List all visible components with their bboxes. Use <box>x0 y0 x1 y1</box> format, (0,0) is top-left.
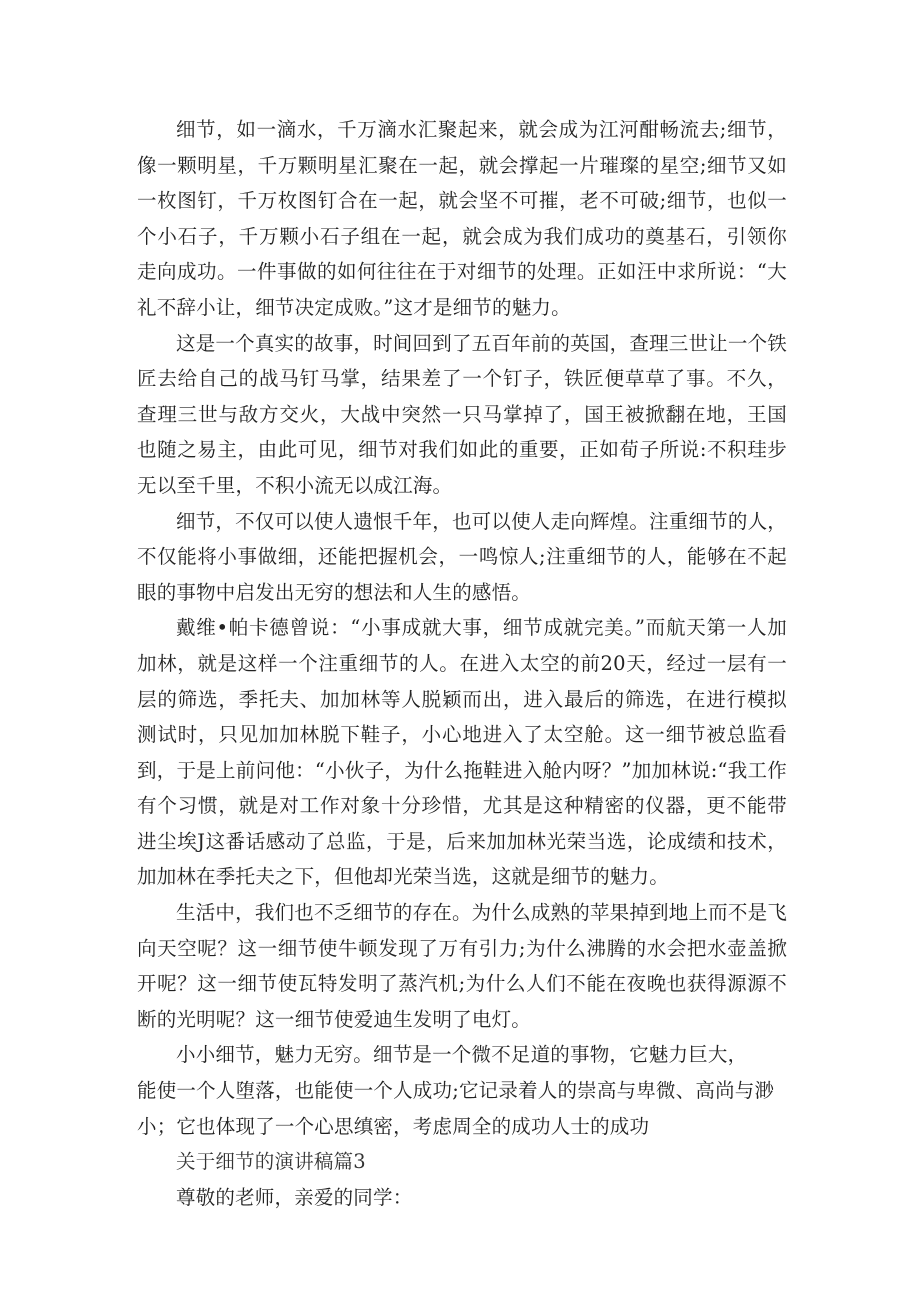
paragraph-horseshoe-story: 这是一个真实的故事，时间回到了五百年前的英国，查理三世让一个铁匠去给自己的战马钉马掌，结果差了一个钉子，铁匠便草草了事。不久，查理三世与敌方交火，大战中突然一只马掌掉了，国王被掀翻在地，王国也随之易主，由此可见，细节对我们如此的重要，正如荀子所说:不积珪步无以至千里，不积小流无以成江海。 <box>137 331 787 497</box>
conclusion-line: 小小细节，魅力无穷。细节是一个微不足道的事物，它魅力巨大， <box>176 1043 748 1067</box>
paragraph-glory: 细节，不仅可以使人遗恨千年，也可以使人走向辉煌。注重细节的人，不仅能将小事做细，还能把握机会，一鸣惊人;注重细节的人，能够在不起眼的事物中启发出无穷的想法和人生的感悟。 <box>137 509 787 604</box>
paragraph-daily-life: 生活中，我们也不乏细节的存在。为什么成熟的苹果掉到地上而不是飞向天空呢？这一细节使牛顿发现了万有引力;为什么沸腾的水会把水壶盖掀开呢？这一细节使瓦特发明了蒸汽机;为什么人们不能在夜晚也获得源源不断的光明呢？这一细节使爱迪生发明了电灯。 <box>137 901 787 1031</box>
paragraph-gagarin: 戴维•帕卡德曾说：“小事成就大事，细节成就完美。”而航天第一人加加林，就是这样一个注重细节的人。在进入太空的前20天，经过一层有一层的筛选，季托夫、加加林等人脱颖而出，进入最后的筛选，在进行模拟测试时，只见加加林脱下鞋子，小心地进入了太空舱。这一细节被总监看到，于是上前问他：“小伙子，为什么拖鞋进入舱内呀？”加加林说:“我工作有个习惯，就是对工作对象十分珍惜，尤其是这种精密的仪器，更不能带进尘埃J这番话感动了总监，于是，后来加加林光荣当选，论成绩和技术，加加林在季托夫之下，但他却光荣当选，这就是细节的魅力。 <box>137 616 787 889</box>
paragraph-conclusion <box>137 1037 787 1144</box>
conclusion-line: 小；它也体现了一个心思缜密，考虑周全的成功人士的成功 <box>137 1114 650 1138</box>
document-body <box>137 112 787 1215</box>
conclusion-line: 能使一个人堕落，也能使一个人成功;它记录着人的崇高与卑微、高尚与渺 <box>137 1079 775 1103</box>
paragraph-water-drop: 细节，如一滴水，千万滴水汇聚起来，就会成为江河酣畅流去;细节，像一颗明星，千万颗明星汇聚在一起，就会撑起一片璀璨的星空;细节又如一枚图钉，千万枚图钉合在一起，就会坚不可摧，老不可破;细节，也似一个小石子，千万颗小石子组在一起，就会成为我们成功的奠基石，引领你走向成功。一件事做的如何往往在于对细节的处理。正如汪中求所说：“大礼不辞小让，细节决定成败。”这才是细节的魅力。 <box>137 118 787 319</box>
salutation: 尊敬的老师，亲爱的同学： <box>176 1185 413 1209</box>
section-heading: 关于细节的演讲稿篇3 <box>176 1150 366 1174</box>
